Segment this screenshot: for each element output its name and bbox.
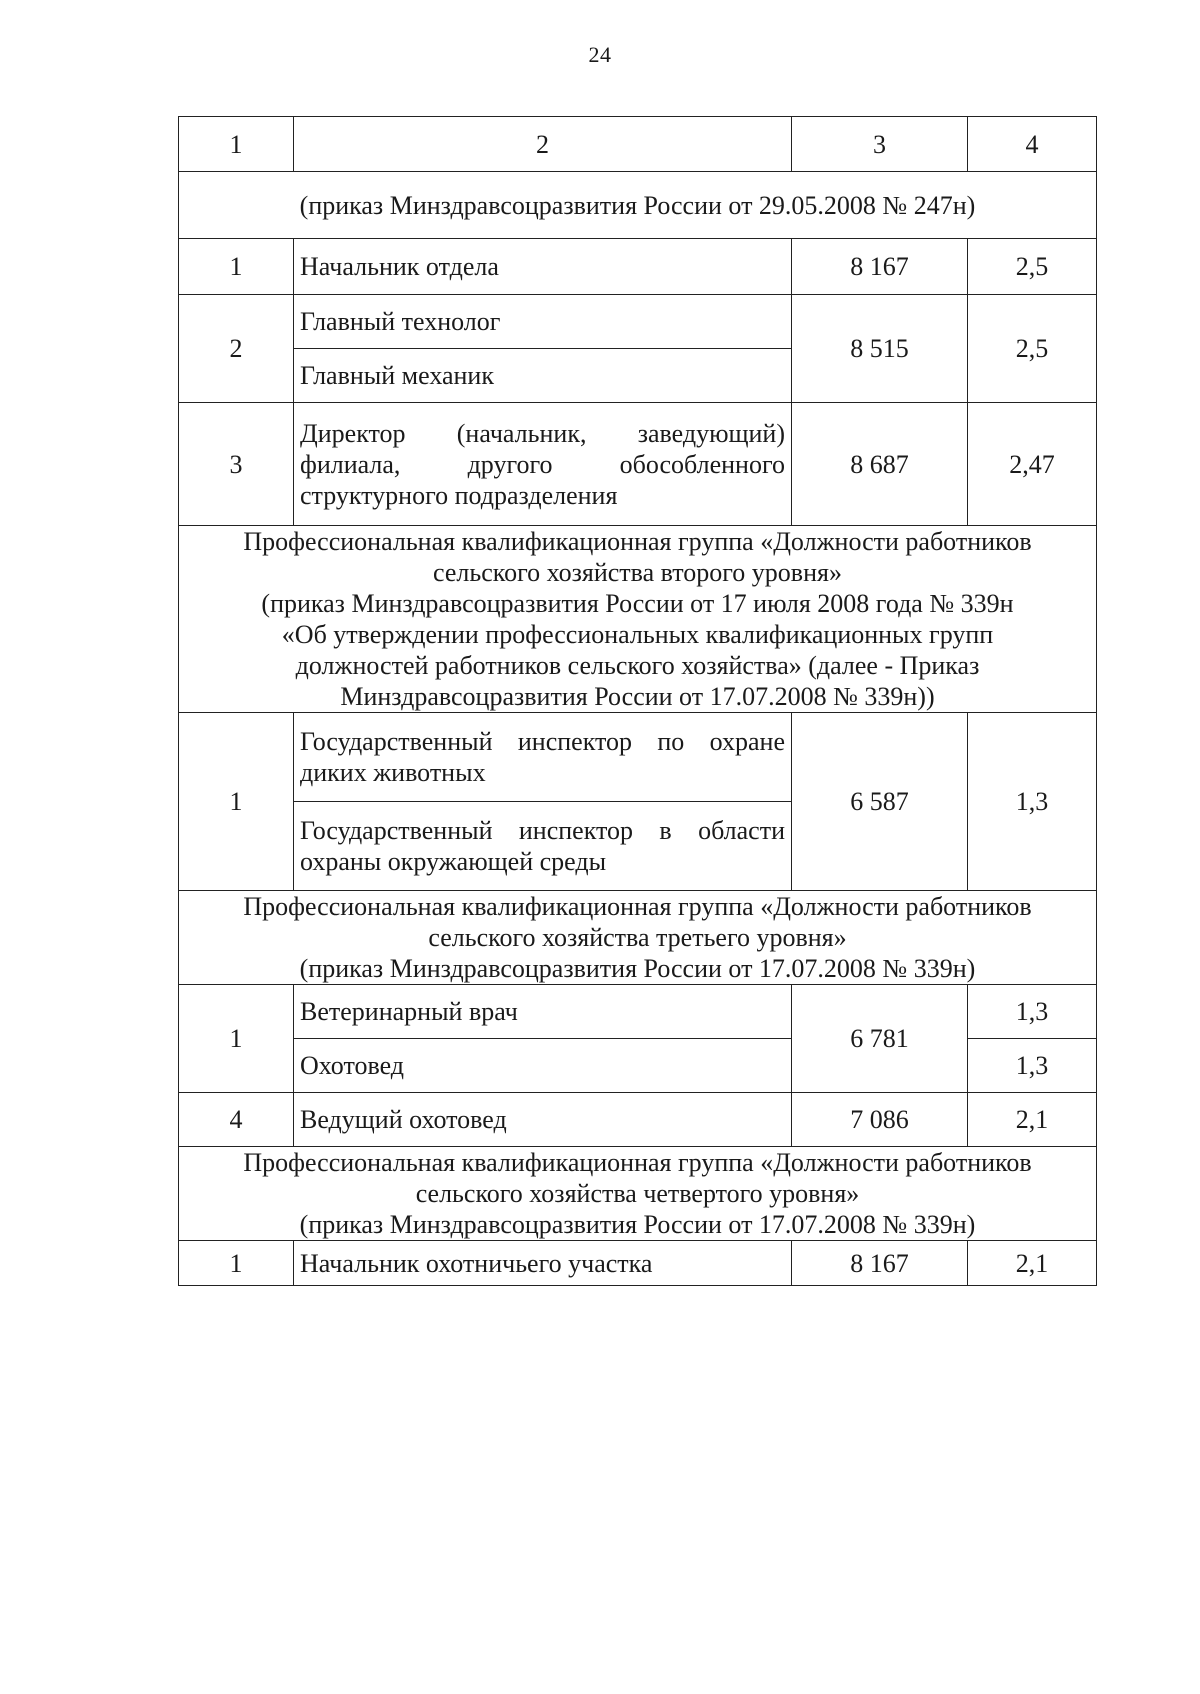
- section-heading: [179, 891, 1097, 985]
- salary-value: 8 687: [792, 403, 968, 526]
- column-header-1: 1: [179, 117, 294, 172]
- row-number: 1: [179, 1241, 294, 1286]
- coefficient-value: 2,47: [968, 403, 1097, 526]
- position-name: Главный технолог: [294, 295, 792, 349]
- section-heading-row: [179, 891, 1097, 985]
- position-name: Директор (начальник, заведующий) филиала, другого обособленного структурного подразделения: [294, 403, 792, 526]
- section-heading-line: Профессиональная квалификационная группа «Должности работников: [243, 1148, 1032, 1177]
- coefficient-value: 2,1: [968, 1093, 1097, 1147]
- section-heading-line: сельского хозяйства четвертого уровня»: [415, 1179, 860, 1208]
- position-name: Охотовед: [294, 1039, 792, 1093]
- table-row: [179, 295, 1097, 349]
- row-number: 4: [179, 1093, 294, 1147]
- coefficient-value: 1,3: [968, 1039, 1097, 1093]
- salary-value: 6 781: [792, 985, 968, 1093]
- position-name: Начальник отдела: [294, 239, 792, 295]
- section-heading-line: Минздравсоцразвития России от 17.07.2008 № 339н)): [340, 682, 935, 711]
- coefficient-value: 1,3: [968, 985, 1097, 1039]
- position-name: Государственный инспектор в области охраны окружающей среды: [294, 802, 792, 891]
- table-row: [179, 985, 1097, 1039]
- position-name: Ведущий охотовед: [294, 1093, 792, 1147]
- position-name: Ветеринарный врач: [294, 985, 792, 1039]
- coefficient-value: 2,5: [968, 295, 1097, 403]
- section-heading: [179, 1147, 1097, 1241]
- row-number: 1: [179, 985, 294, 1093]
- coefficient-value: 1,3: [968, 713, 1097, 891]
- section-heading-line: сельского хозяйства третьего уровня»: [428, 923, 847, 952]
- section-heading-line: Профессиональная квалификационная группа «Должности работников: [243, 527, 1032, 556]
- section-heading-line: сельского хозяйства второго уровня»: [433, 558, 842, 587]
- position-name: Начальник охотничьего участка: [294, 1241, 792, 1286]
- coefficient-value: 2,1: [968, 1241, 1097, 1286]
- row-number: 1: [179, 239, 294, 295]
- section-heading-line: (приказ Минздравсоцразвития России от 17.07.2008 № 339н): [299, 954, 976, 983]
- section-heading-line: Профессиональная квалификационная группа «Должности работников: [243, 892, 1032, 921]
- section-heading: [179, 172, 1097, 239]
- section-heading-line: должностей работников сельского хозяйства» (далее - Приказ: [295, 651, 980, 680]
- table-row: [179, 1241, 1097, 1286]
- section-heading-line: (приказ Минздравсоцразвития России от 17.07.2008 № 339н): [299, 1210, 976, 1239]
- column-header-2: 2: [294, 117, 792, 172]
- salary-value: 8 167: [792, 239, 968, 295]
- salary-value: 8 515: [792, 295, 968, 403]
- table-row: [179, 239, 1097, 295]
- section-heading-line: (приказ Минздравсоцразвития России от 17 июля 2008 года № 339н: [261, 589, 1014, 618]
- coefficient-value: 2,5: [968, 239, 1097, 295]
- page-number: 24: [588, 42, 612, 67]
- section-heading-line: «Об утверждении профессиональных квалификационных групп: [281, 620, 994, 649]
- table-row: [179, 403, 1097, 526]
- table-row: [179, 713, 1097, 802]
- table-row: [179, 1093, 1097, 1147]
- section-heading: [179, 526, 1097, 713]
- row-number: 2: [179, 295, 294, 403]
- row-number: 1: [179, 713, 294, 891]
- position-name: Государственный инспектор по охране диких животных: [294, 713, 792, 802]
- section-heading-row: [179, 526, 1097, 713]
- row-number: 3: [179, 403, 294, 526]
- salary-value: 8 167: [792, 1241, 968, 1286]
- column-header-3: 3: [792, 117, 968, 172]
- section-heading-row: [179, 1147, 1097, 1241]
- section-heading-row: [179, 172, 1097, 239]
- positions-table: [178, 116, 1097, 1286]
- table-header-row: [179, 117, 1097, 172]
- salary-value: 7 086: [792, 1093, 968, 1147]
- section-heading-line: (приказ Минздравсоцразвития России от 29.05.2008 № 247н): [299, 190, 976, 220]
- position-name: Главный механик: [294, 349, 792, 403]
- salary-value: 6 587: [792, 713, 968, 891]
- column-header-4: 4: [968, 117, 1097, 172]
